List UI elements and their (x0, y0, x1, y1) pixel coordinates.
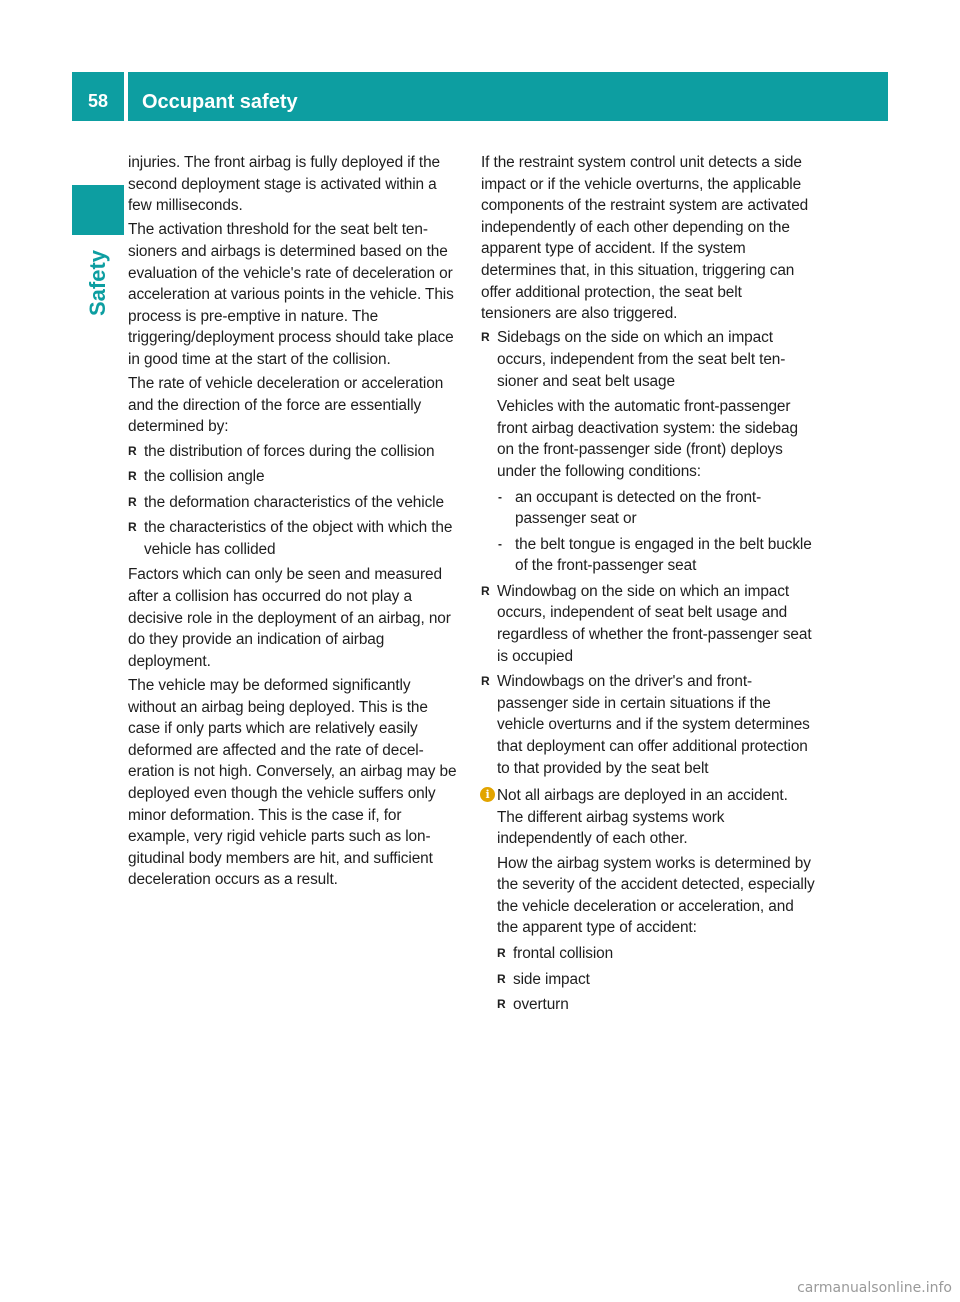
list-item: R overturn (497, 994, 815, 1016)
page-number: 58 (72, 72, 124, 121)
chapter-label: Safety (85, 249, 110, 317)
paragraph: The rate of vehicle deceleration or acceleration and the direction of the force are essentially determined by: (128, 375, 444, 436)
list-item: R the deformation characteristics of the vehicle (128, 492, 462, 514)
chapter-tab-marker (72, 185, 124, 235)
watermark: carmanualsonline.info (797, 1280, 952, 1296)
section-title: Occupant safety (128, 72, 888, 121)
list-item: R frontal collision (497, 943, 815, 965)
condition-list (497, 487, 815, 577)
list-item: R Windowbag on the side on which an impact occurs, independent of seat belt usage and regardless of whether the front-passenger seat is occupied (481, 581, 815, 667)
list-item-text: Sidebags on the side on which an impact occurs, independent from the seat belt tensioner and seat belt usage (497, 329, 786, 390)
note-paragraph: Not all airbags are deployed in an accident. The different airbag systems work independently of each other. (497, 787, 788, 848)
info-icon: i (480, 787, 495, 802)
condition-item: - the belt tongue is engaged in the belt buckle of the front-passenger seat (497, 534, 815, 577)
airbag-list (481, 327, 815, 779)
note-paragraph: How the airbag system works is determined by the severity of the accident detected, especially the vehicle deceleration or acceleration, and the apparent type of accident: (497, 854, 815, 937)
condition-item: - an occupant is detected on the front-passenger seat or (497, 487, 815, 530)
paragraph: Factors which can only be seen and measured after a collision has occurred do not play a decisive role in the deployment of an airbag, nor do they provide an indication of airbag deployment. (128, 566, 451, 670)
paragraph: The vehicle may be deformed significantly without an airbag being deployed. This is the case if only parts which are relatively easily deformed are affected and the rate of deceleration is not high. Conversely, an airbag may be deployed even though the vehicle suffers only minor deformation. This is the case if, for example, very rigid vehicle parts such as longitudinal body members are hit, and sufficient deceleration occurs as a result. (128, 677, 457, 889)
list-item: R the distribution of forces during the collision (128, 441, 462, 463)
list-item: R the collision angle (128, 466, 462, 488)
list-item (481, 327, 815, 577)
paragraph: injuries. The front airbag is fully deployed if the second deployment stage is activated within a few milliseconds. (128, 154, 441, 215)
paragraph: The activation threshold for the seat belt tensioners and airbags is determined based on the evaluation of the vehicle's rate of deceleration or acceleration at various points in the vehicle. This process is pre-emptive in nature. The triggering/deployment process should take place in good time at the start of the collision. (128, 221, 454, 368)
info-note (481, 785, 815, 1016)
list-item: R the characteristics of the object with which the vehicle has collided (128, 517, 462, 560)
factor-list (128, 441, 462, 561)
accident-type-list (497, 943, 815, 1016)
list-item: R side impact (497, 969, 815, 991)
paragraph: If the restraint system control unit detects a side impact or if the vehicle overturns, the applicable components of the restraint system are activated independently of each other depending on the apparent type of accident. If the system determines that, in this situation, triggering can offer additional protection, the seat belt tensioners are also triggered. (481, 154, 809, 323)
list-item: R Windowbags on the driver's and front-passenger side in certain situations if the vehicle overturns and if the system determines that deployment can offer additional protection to that provided by the seat belt (481, 671, 815, 779)
list-item-subtext: Vehicles with the automatic front-passenger front airbag deactivation system: the sidebag on the front-passenger side (front) deploys under the following conditions: (497, 398, 798, 480)
right-column (481, 152, 815, 1016)
left-column (128, 152, 462, 891)
